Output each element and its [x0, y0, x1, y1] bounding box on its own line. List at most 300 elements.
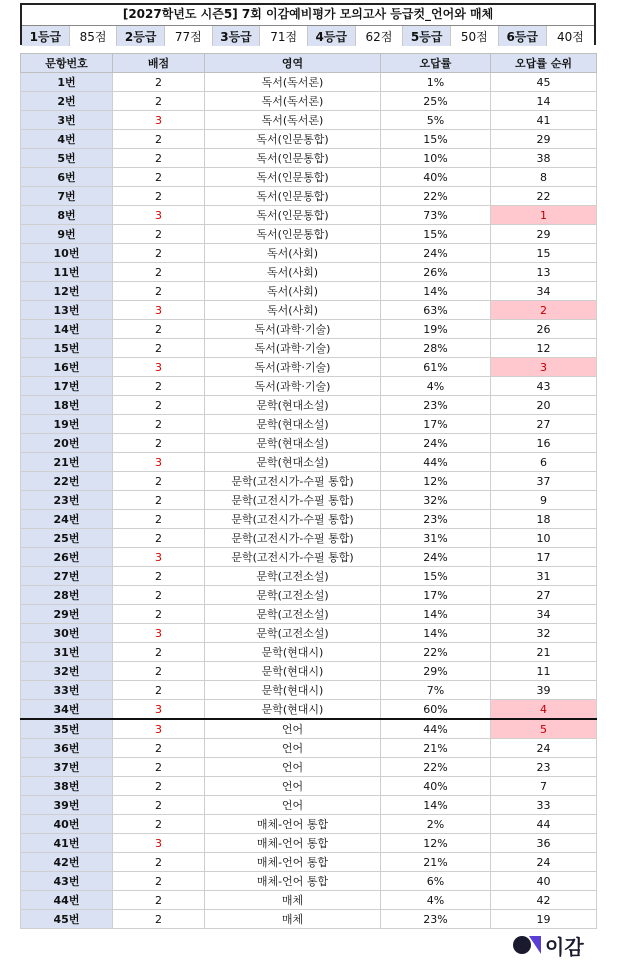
points-cell: 2	[113, 320, 205, 339]
area-cell: 문학(현대시)	[205, 662, 381, 681]
error-rate-cell: 14%	[381, 796, 491, 815]
error-rank-cell: 20	[491, 396, 597, 415]
points-cell: 2	[113, 396, 205, 415]
question-number-cell: 38번	[21, 777, 113, 796]
grade-label: 4등급	[308, 26, 356, 46]
table-row	[21, 377, 597, 396]
table-row	[21, 662, 597, 681]
table-row	[21, 434, 597, 453]
points-cell: 3	[113, 453, 205, 472]
error-rank-cell: 40	[491, 872, 597, 891]
error-rate-cell: 12%	[381, 834, 491, 853]
question-number-cell: 40번	[21, 815, 113, 834]
error-rank-cell: 16	[491, 434, 597, 453]
points-cell: 3	[113, 624, 205, 643]
question-number-cell: 24번	[21, 510, 113, 529]
area-cell: 독서(사회)	[205, 282, 381, 301]
question-number-cell: 37번	[21, 758, 113, 777]
points-cell: 2	[113, 815, 205, 834]
error-rate-cell: 22%	[381, 187, 491, 206]
error-rank-cell: 27	[491, 415, 597, 434]
header-area: 영역	[205, 54, 381, 73]
table-row	[21, 320, 597, 339]
question-number-cell: 12번	[21, 282, 113, 301]
points-cell: 2	[113, 529, 205, 548]
question-number-cell: 45번	[21, 910, 113, 929]
error-rate-cell: 24%	[381, 244, 491, 263]
error-rank-cell: 12	[491, 339, 597, 358]
table-row	[21, 643, 597, 662]
error-rank-cell: 9	[491, 491, 597, 510]
area-cell: 독서(과학·기술)	[205, 377, 381, 396]
question-number-cell: 2번	[21, 92, 113, 111]
area-cell: 독서(독서론)	[205, 111, 381, 130]
question-number-cell: 31번	[21, 643, 113, 662]
logo-mark-icon	[513, 934, 541, 956]
question-number-cell: 25번	[21, 529, 113, 548]
table-row	[21, 225, 597, 244]
error-rate-cell: 4%	[381, 377, 491, 396]
error-rank-cell: 10	[491, 529, 597, 548]
question-number-cell: 18번	[21, 396, 113, 415]
grade-cut-score: 85점	[70, 26, 118, 46]
question-number-cell: 5번	[21, 149, 113, 168]
area-cell: 문학(현대소설)	[205, 453, 381, 472]
area-cell: 독서(과학·기술)	[205, 320, 381, 339]
error-rate-cell: 31%	[381, 529, 491, 548]
error-rate-cell: 24%	[381, 548, 491, 567]
table-row	[21, 168, 597, 187]
question-number-cell: 15번	[21, 339, 113, 358]
question-number-cell: 32번	[21, 662, 113, 681]
error-rank-cell: 32	[491, 624, 597, 643]
table-row	[21, 263, 597, 282]
question-number-cell: 28번	[21, 586, 113, 605]
area-cell: 문학(현대시)	[205, 700, 381, 720]
error-rate-cell: 14%	[381, 605, 491, 624]
error-rank-cell: 38	[491, 149, 597, 168]
error-rank-cell: 29	[491, 130, 597, 149]
question-number-cell: 8번	[21, 206, 113, 225]
error-rank-cell: 34	[491, 282, 597, 301]
question-number-cell: 41번	[21, 834, 113, 853]
table-row	[21, 777, 597, 796]
error-rank-cell: 34	[491, 605, 597, 624]
question-number-cell: 10번	[21, 244, 113, 263]
points-cell: 2	[113, 510, 205, 529]
table-row	[21, 872, 597, 891]
error-rate-cell: 40%	[381, 168, 491, 187]
points-cell: 3	[113, 206, 205, 225]
question-number-cell: 19번	[21, 415, 113, 434]
area-cell: 문학(고전소설)	[205, 605, 381, 624]
question-number-cell: 14번	[21, 320, 113, 339]
table-row	[21, 739, 597, 758]
question-number-cell: 44번	[21, 891, 113, 910]
error-rate-cell: 22%	[381, 643, 491, 662]
table-row	[21, 624, 597, 643]
table-row	[21, 815, 597, 834]
table-row	[21, 586, 597, 605]
error-rate-cell: 14%	[381, 624, 491, 643]
area-cell: 문학(현대시)	[205, 643, 381, 662]
question-number-cell: 21번	[21, 453, 113, 472]
table-row	[21, 415, 597, 434]
error-rank-cell: 22	[491, 187, 597, 206]
table-row	[21, 187, 597, 206]
error-rate-cell: 15%	[381, 225, 491, 244]
question-number-cell: 13번	[21, 301, 113, 320]
grade-cut-cell	[22, 26, 117, 46]
grade-cut-score: 40점	[547, 26, 594, 46]
question-number-cell: 22번	[21, 472, 113, 491]
grade-cut-cell	[213, 26, 308, 46]
grade-cut-cell	[403, 26, 498, 46]
table-row	[21, 605, 597, 624]
area-cell: 문학(현대시)	[205, 681, 381, 700]
points-cell: 2	[113, 73, 205, 92]
points-cell: 2	[113, 662, 205, 681]
points-cell: 2	[113, 434, 205, 453]
points-cell: 2	[113, 872, 205, 891]
area-cell: 독서(독서론)	[205, 73, 381, 92]
area-cell: 문학(고전소설)	[205, 624, 381, 643]
error-rate-cell: 14%	[381, 282, 491, 301]
error-rate-cell: 7%	[381, 681, 491, 700]
error-rank-cell: 44	[491, 815, 597, 834]
area-cell: 언어	[205, 719, 381, 739]
error-rate-cell: 21%	[381, 853, 491, 872]
table-row	[21, 130, 597, 149]
points-cell: 2	[113, 739, 205, 758]
grade-cut-score: 77점	[165, 26, 213, 46]
error-rate-cell: 5%	[381, 111, 491, 130]
error-rate-cell: 23%	[381, 396, 491, 415]
points-cell: 2	[113, 415, 205, 434]
area-cell: 문학(고전시가-수필 통합)	[205, 491, 381, 510]
points-cell: 2	[113, 777, 205, 796]
error-rank-cell: 15	[491, 244, 597, 263]
question-table	[20, 53, 597, 929]
header-question-no: 문항번호	[21, 54, 113, 73]
points-cell: 2	[113, 758, 205, 777]
error-rank-cell: 14	[491, 92, 597, 111]
area-cell: 문학(고전시가-수필 통합)	[205, 529, 381, 548]
area-cell: 문학(현대소설)	[205, 396, 381, 415]
question-number-cell: 42번	[21, 853, 113, 872]
error-rank-cell: 24	[491, 739, 597, 758]
points-cell: 2	[113, 681, 205, 700]
points-cell: 2	[113, 282, 205, 301]
error-rate-cell: 29%	[381, 662, 491, 681]
points-cell: 2	[113, 244, 205, 263]
error-rate-cell: 63%	[381, 301, 491, 320]
question-number-cell: 35번	[21, 719, 113, 739]
error-rate-cell: 40%	[381, 777, 491, 796]
points-cell: 3	[113, 700, 205, 720]
question-number-cell: 29번	[21, 605, 113, 624]
points-cell: 2	[113, 187, 205, 206]
area-cell: 문학(고전소설)	[205, 567, 381, 586]
points-cell: 2	[113, 643, 205, 662]
table-row	[21, 491, 597, 510]
area-cell: 문학(고전시가-수필 통합)	[205, 472, 381, 491]
question-number-cell: 23번	[21, 491, 113, 510]
area-cell: 문학(고전소설)	[205, 586, 381, 605]
grade-cut-score: 62점	[356, 26, 404, 46]
area-cell: 독서(인문통합)	[205, 225, 381, 244]
table-row	[21, 719, 597, 739]
error-rate-cell: 15%	[381, 130, 491, 149]
area-cell: 매체	[205, 891, 381, 910]
question-number-cell: 20번	[21, 434, 113, 453]
area-cell: 언어	[205, 777, 381, 796]
area-cell: 독서(인문통합)	[205, 168, 381, 187]
error-rank-cell: 2	[491, 301, 597, 320]
error-rate-cell: 22%	[381, 758, 491, 777]
question-number-cell: 1번	[21, 73, 113, 92]
table-row	[21, 301, 597, 320]
error-rank-cell: 19	[491, 910, 597, 929]
area-cell: 문학(고전시가-수필 통합)	[205, 510, 381, 529]
points-cell: 3	[113, 301, 205, 320]
error-rank-cell: 3	[491, 358, 597, 377]
error-rate-cell: 28%	[381, 339, 491, 358]
table-row	[21, 796, 597, 815]
question-number-cell: 3번	[21, 111, 113, 130]
question-number-cell: 4번	[21, 130, 113, 149]
table-row	[21, 700, 597, 720]
table-row	[21, 73, 597, 92]
table-row	[21, 282, 597, 301]
table-row	[21, 149, 597, 168]
table-row	[21, 548, 597, 567]
brand-logo	[513, 931, 584, 959]
question-number-cell: 30번	[21, 624, 113, 643]
area-cell: 매체-언어 통합	[205, 834, 381, 853]
points-cell: 3	[113, 834, 205, 853]
points-cell: 2	[113, 225, 205, 244]
grade-label: 2등급	[117, 26, 165, 46]
table-row	[21, 510, 597, 529]
grade-label: 6등급	[499, 26, 547, 46]
table-row	[21, 358, 597, 377]
area-cell: 문학(고전시가-수필 통합)	[205, 548, 381, 567]
error-rate-cell: 21%	[381, 739, 491, 758]
grade-cut-cell	[499, 26, 594, 46]
points-cell: 3	[113, 719, 205, 739]
points-cell: 2	[113, 92, 205, 111]
error-rank-cell: 31	[491, 567, 597, 586]
grade-cut-score: 50점	[451, 26, 499, 46]
error-rate-cell: 60%	[381, 700, 491, 720]
error-rank-cell: 7	[491, 777, 597, 796]
error-rate-cell: 44%	[381, 453, 491, 472]
error-rank-cell: 45	[491, 73, 597, 92]
points-cell: 2	[113, 168, 205, 187]
error-rate-cell: 26%	[381, 263, 491, 282]
grade-label: 5등급	[403, 26, 451, 46]
grade-cut-cell	[117, 26, 212, 46]
error-rank-cell: 11	[491, 662, 597, 681]
area-cell: 독서(인문통합)	[205, 187, 381, 206]
error-rate-cell: 12%	[381, 472, 491, 491]
table-row	[21, 206, 597, 225]
points-cell: 2	[113, 586, 205, 605]
points-cell: 3	[113, 548, 205, 567]
points-cell: 2	[113, 910, 205, 929]
area-cell: 매체-언어 통합	[205, 815, 381, 834]
question-number-cell: 36번	[21, 739, 113, 758]
area-cell: 독서(인문통합)	[205, 149, 381, 168]
grade-cut-box	[20, 3, 596, 45]
header-points: 배점	[113, 54, 205, 73]
error-rank-cell: 42	[491, 891, 597, 910]
table-row	[21, 396, 597, 415]
area-cell: 독서(인문통합)	[205, 206, 381, 225]
points-cell: 2	[113, 263, 205, 282]
error-rate-cell: 15%	[381, 567, 491, 586]
error-rank-cell: 13	[491, 263, 597, 282]
question-number-cell: 16번	[21, 358, 113, 377]
error-rate-cell: 61%	[381, 358, 491, 377]
question-number-cell: 17번	[21, 377, 113, 396]
area-cell: 매체	[205, 910, 381, 929]
points-cell: 3	[113, 358, 205, 377]
page-title: [2027학년도 시즌5] 7회 이감예비평가 모의고사 등급컷_언어와 매체	[22, 5, 594, 26]
table-row	[21, 339, 597, 358]
error-rate-cell: 10%	[381, 149, 491, 168]
table-header-row	[21, 54, 597, 73]
area-cell: 매체-언어 통합	[205, 872, 381, 891]
error-rate-cell: 1%	[381, 73, 491, 92]
points-cell: 2	[113, 130, 205, 149]
grade-cut-cell	[308, 26, 403, 46]
area-cell: 문학(현대소설)	[205, 434, 381, 453]
question-number-cell: 11번	[21, 263, 113, 282]
error-rank-cell: 1	[491, 206, 597, 225]
error-rate-cell: 4%	[381, 891, 491, 910]
error-rate-cell: 23%	[381, 510, 491, 529]
question-number-cell: 39번	[21, 796, 113, 815]
error-rank-cell: 36	[491, 834, 597, 853]
area-cell: 독서(과학·기술)	[205, 358, 381, 377]
question-number-cell: 6번	[21, 168, 113, 187]
error-rank-cell: 33	[491, 796, 597, 815]
table-row	[21, 111, 597, 130]
error-rate-cell: 24%	[381, 434, 491, 453]
area-cell: 독서(사회)	[205, 244, 381, 263]
points-cell: 2	[113, 377, 205, 396]
question-number-cell: 34번	[21, 700, 113, 720]
question-number-cell: 33번	[21, 681, 113, 700]
table-row	[21, 758, 597, 777]
points-cell: 2	[113, 339, 205, 358]
error-rank-cell: 43	[491, 377, 597, 396]
error-rank-cell: 18	[491, 510, 597, 529]
grade-label: 3등급	[213, 26, 261, 46]
error-rate-cell: 73%	[381, 206, 491, 225]
area-cell: 독서(사회)	[205, 301, 381, 320]
error-rank-cell: 24	[491, 853, 597, 872]
error-rank-cell: 23	[491, 758, 597, 777]
error-rate-cell: 17%	[381, 586, 491, 605]
area-cell: 독서(인문통합)	[205, 130, 381, 149]
question-number-cell: 27번	[21, 567, 113, 586]
area-cell: 문학(현대소설)	[205, 415, 381, 434]
table-row	[21, 567, 597, 586]
table-row	[21, 834, 597, 853]
table-row	[21, 681, 597, 700]
grade-cut-row	[22, 26, 594, 46]
error-rank-cell: 39	[491, 681, 597, 700]
error-rank-cell: 4	[491, 700, 597, 720]
table-row	[21, 910, 597, 929]
error-rank-cell: 26	[491, 320, 597, 339]
grade-label: 1등급	[22, 26, 70, 46]
error-rank-cell: 8	[491, 168, 597, 187]
area-cell: 독서(사회)	[205, 263, 381, 282]
points-cell: 2	[113, 891, 205, 910]
error-rank-cell: 37	[491, 472, 597, 491]
area-cell: 독서(독서론)	[205, 92, 381, 111]
error-rank-cell: 29	[491, 225, 597, 244]
error-rate-cell: 32%	[381, 491, 491, 510]
error-rate-cell: 25%	[381, 92, 491, 111]
table-row	[21, 472, 597, 491]
points-cell: 2	[113, 149, 205, 168]
logo-text: 이감	[545, 934, 584, 959]
area-cell: 언어	[205, 758, 381, 777]
area-cell: 독서(과학·기술)	[205, 339, 381, 358]
points-cell: 2	[113, 796, 205, 815]
table-row	[21, 853, 597, 872]
points-cell: 2	[113, 491, 205, 510]
error-rank-cell: 17	[491, 548, 597, 567]
area-cell: 언어	[205, 739, 381, 758]
table-row	[21, 244, 597, 263]
error-rank-cell: 21	[491, 643, 597, 662]
points-cell: 2	[113, 605, 205, 624]
grade-cut-score: 71점	[260, 26, 308, 46]
points-cell: 2	[113, 853, 205, 872]
table-row	[21, 891, 597, 910]
header-error-rank: 오답률 순위	[491, 54, 597, 73]
table-row	[21, 453, 597, 472]
question-number-cell: 43번	[21, 872, 113, 891]
error-rate-cell: 2%	[381, 815, 491, 834]
points-cell: 3	[113, 111, 205, 130]
table-row	[21, 529, 597, 548]
error-rank-cell: 6	[491, 453, 597, 472]
error-rate-cell: 23%	[381, 910, 491, 929]
error-rate-cell: 17%	[381, 415, 491, 434]
error-rate-cell: 44%	[381, 719, 491, 739]
question-number-cell: 7번	[21, 187, 113, 206]
area-cell: 매체-언어 통합	[205, 853, 381, 872]
points-cell: 2	[113, 567, 205, 586]
area-cell: 언어	[205, 796, 381, 815]
question-number-cell: 9번	[21, 225, 113, 244]
points-cell: 2	[113, 472, 205, 491]
table-row	[21, 92, 597, 111]
error-rate-cell: 6%	[381, 872, 491, 891]
error-rate-cell: 19%	[381, 320, 491, 339]
question-number-cell: 26번	[21, 548, 113, 567]
error-rank-cell: 27	[491, 586, 597, 605]
error-rank-cell: 5	[491, 719, 597, 739]
error-rank-cell: 41	[491, 111, 597, 130]
